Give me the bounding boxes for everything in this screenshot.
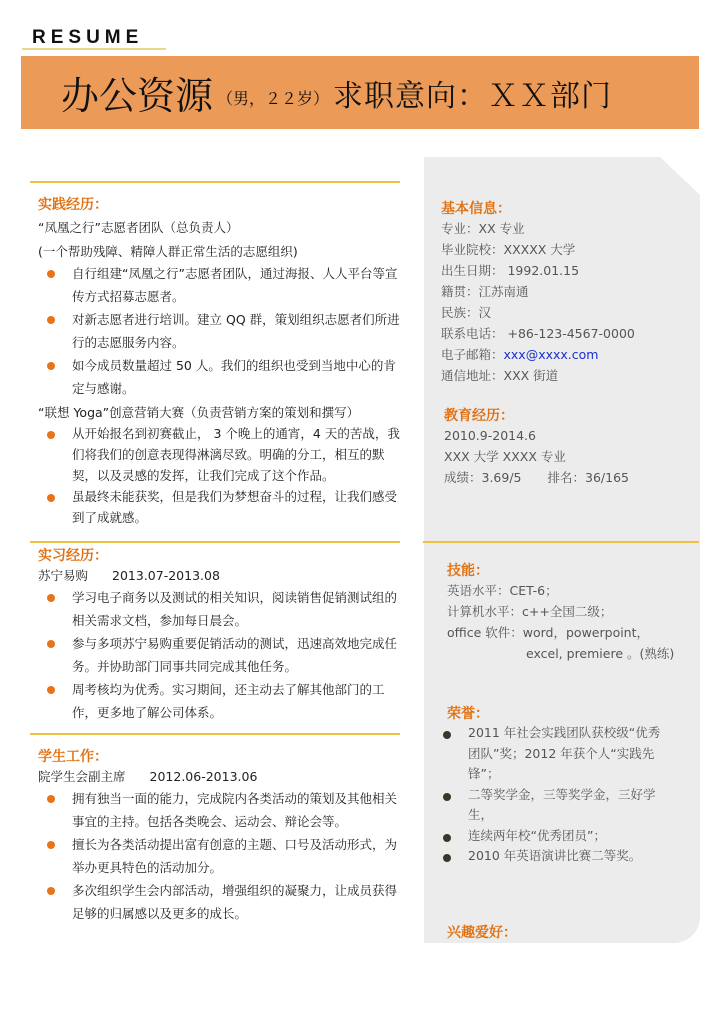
phone: 联系电话： +86-123-4567-0000 xyxy=(441,326,635,341)
list-item: 如今成员数量超过 50 人。我们的组织也受到当地中心的肯定与感谢。 xyxy=(38,354,400,400)
section-title: 实践经历： xyxy=(38,197,108,213)
list-item: 参与多项苏宁易购重要促销活动的测试，迅速高效地完成任务。并协助部门同事共同完成其他任务。 xyxy=(38,632,400,678)
section-title: 教育经历： xyxy=(444,408,514,424)
practice-list-2 xyxy=(38,423,400,528)
list-item: 对新志愿者进行培训。建立 QQ 群，策划组织志愿者们所进行的志愿服务内容。 xyxy=(38,308,400,354)
list-item: 擅长为各类活动提出富有创意的主题、口号及活动形式，为举办更具特色的活动加分。 xyxy=(38,833,400,879)
honors-section xyxy=(447,703,662,867)
list-item: 拥有独当一面的能力，完成院内各类活动的策划及其他相关事宜的主持。包括各类晚会、运动会、辩论会等。 xyxy=(38,787,400,833)
candidate-name: 办公资源 xyxy=(61,74,214,118)
birth-date: 出生日期： 1992.01.15 xyxy=(441,263,580,278)
bullet-icon xyxy=(47,362,55,370)
basic-info-section xyxy=(441,198,691,386)
section-title: 学生工作： xyxy=(38,749,108,765)
bullet-icon xyxy=(443,834,451,842)
org-title: “联想 Yoga”创意营销大赛（负责营销方案的策划和撰写） xyxy=(38,405,360,420)
list-item: 多次组织学生会内部活动，增强组织的凝聚力，让成员获得足够的归属感以及更多的成长。 xyxy=(38,879,400,925)
divider xyxy=(30,181,400,183)
hobby-title: 兴趣爱好： xyxy=(447,925,517,941)
period: 2013.07-2013.08 xyxy=(112,568,220,583)
period: 2012.06-2013.06 xyxy=(149,769,258,784)
list-item: 从开始报名到初赛截止， 3 个晚上的通宵，4 天的苦战，我们将我们的创意表现得淋漓尽致。明确的分工，相互的默契，以及灵感的发挥，让我们完成了这个作品。 xyxy=(38,423,400,486)
email-row: 电子邮箱：xxx@xxxx.com xyxy=(441,347,599,362)
bullet-icon xyxy=(443,731,451,739)
student-section xyxy=(38,746,400,925)
company-row xyxy=(38,565,400,586)
honors-list xyxy=(434,723,662,867)
skills-section xyxy=(447,560,697,664)
list-item: 周考核均为优秀。实习期间，还主动去了解其他部门的工作，更多地了解公司体系。 xyxy=(38,678,400,724)
bullet-icon xyxy=(47,494,55,502)
list-item: 2011 年社会实践团队获校级“优秀团队”奖；2012 年获个人“实践先锋”； xyxy=(434,723,662,785)
list-item: 二等奖学金，三等奖学金，三好学生， xyxy=(434,785,662,826)
grade: 成绩：3.69/5 xyxy=(444,470,522,485)
email-link[interactable]: xxx@xxxx.com xyxy=(503,347,599,362)
bullet-icon xyxy=(47,887,55,895)
list-item: 自行组建“凤凰之行”志愿者团队，通过海报、人人平台等宣传方式招募志愿者。 xyxy=(38,262,400,308)
major: 专业：XX 专业 xyxy=(441,221,525,236)
practice-list-1 xyxy=(38,262,400,400)
section-title: 实习经历： xyxy=(38,548,108,564)
divider xyxy=(423,541,699,543)
practice-section xyxy=(38,194,400,528)
school: 毕业院校：XXXXX 大学 xyxy=(441,242,576,257)
candidate-gender-age: （男，２２岁） xyxy=(217,89,330,108)
bullet-icon xyxy=(47,640,55,648)
role: 院学生会副主席 xyxy=(38,769,126,784)
address: 通信地址：XXX 街道 xyxy=(441,368,559,383)
ethnicity: 民族：汉 xyxy=(441,305,492,320)
list-item: 虽最终未能获奖，但是我们为梦想奋斗的过程，让我们感受到了成就感。 xyxy=(38,486,400,528)
edu-school: XXX 大学 XXXX 专业 xyxy=(444,449,566,464)
list-item: 连续两年校“优秀团员”； xyxy=(434,826,662,847)
computer-level: 计算机水平：c++全国二级； xyxy=(447,604,613,619)
bullet-icon xyxy=(443,793,451,801)
section-title: 荣誉： xyxy=(447,706,489,722)
resume-underline xyxy=(22,48,166,50)
office-skills-cont: excel, premiere 。(熟练) xyxy=(526,646,675,661)
intern-section xyxy=(38,545,400,724)
office-skills: office 软件：word，powerpoint， xyxy=(447,625,650,640)
bullet-icon xyxy=(47,686,55,694)
bullet-icon xyxy=(47,594,55,602)
section-title: 技能： xyxy=(447,563,489,579)
title-banner xyxy=(21,56,699,129)
divider xyxy=(30,541,400,543)
org-desc: (一个帮助残障、精障人群正常生活的志愿组织) xyxy=(38,244,298,259)
divider xyxy=(30,733,400,735)
list-item: 2010 年英语演讲比赛二等奖。 xyxy=(434,846,662,867)
job-intent: 求职意向：ＸＸ部门 xyxy=(333,78,613,114)
rank: 排名：36/165 xyxy=(547,470,629,485)
section-title: 基本信息： xyxy=(441,201,511,217)
org-title: “凤凰之行”志愿者团队（总负责人） xyxy=(38,220,239,235)
english-level: 英语水平：CET-6； xyxy=(447,583,558,598)
list-item: 学习电子商务以及测试的相关知识，阅读销售促销测试组的相关需求文档，参加每日晨会。 xyxy=(38,586,400,632)
edu-period: 2010.9-2014.6 xyxy=(444,428,536,443)
bullet-icon xyxy=(47,270,55,278)
student-list xyxy=(38,787,400,925)
bullet-icon xyxy=(443,854,451,862)
edu-score-row xyxy=(444,467,694,488)
bullet-icon xyxy=(47,431,55,439)
bullet-icon xyxy=(47,316,55,324)
bullet-icon xyxy=(47,841,55,849)
education-section xyxy=(444,405,694,488)
bullet-icon xyxy=(47,795,55,803)
company: 苏宁易购 xyxy=(38,568,89,583)
origin: 籍贯：江苏南通 xyxy=(441,284,529,299)
role-row xyxy=(38,766,400,787)
intern-list xyxy=(38,586,400,724)
resume-label: RESUME xyxy=(32,27,144,48)
